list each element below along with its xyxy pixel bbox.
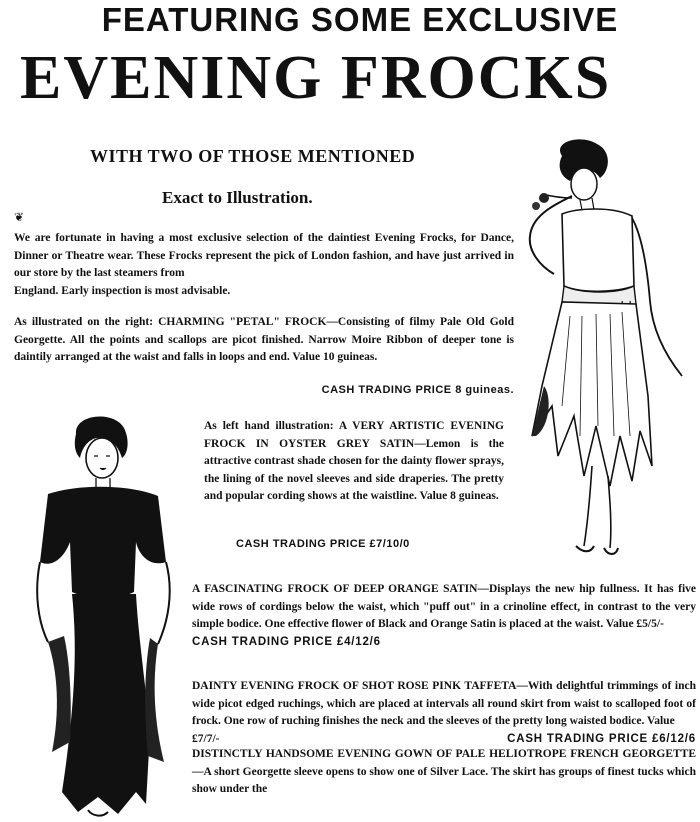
subheading-exact: Exact to Illustration. xyxy=(162,188,313,207)
ornament-icon: ❦ xyxy=(14,210,25,224)
satin-frock-illustration xyxy=(18,412,194,822)
item-orange-satin xyxy=(192,581,696,651)
intro-paragraph xyxy=(14,230,514,300)
intro-last-line: England. Early inspection is most advisable. xyxy=(14,284,231,297)
headline-top: FEATURING SOME EXCLUSIVE xyxy=(101,1,619,38)
left-illustration-description: As left hand illustration: A VERY ARTISTIC EVENING FROCK IN OYSTER GREY SATIN—Lemon is the attractive contrast shade chosen for the dainty flower sprays, the lining of the novel sleeves and side draperies. The pretty and popular cording shows at the waistline. Value 8 guineas. xyxy=(204,420,504,502)
item-heliotrope-georgette xyxy=(192,746,696,799)
item-rose-pink-taffeta xyxy=(192,678,696,748)
right-price: CASH TRADING PRICE 8 guineas. xyxy=(321,384,514,396)
petal-frock-illustration xyxy=(522,136,700,566)
item-rose-pink-price: CASH TRADING PRICE £6/12/6 xyxy=(507,732,696,745)
item-orange-satin-price: CASH TRADING PRICE £4/12/6 xyxy=(192,635,381,648)
intro-text: We are fortunate in having a most exclusive selection of the daintiest Evening Frocks, for Dance, Dinner or Theatre wear. These Frocks represent the pick of London fashion, and have just arrived in our store by the last steamers from xyxy=(14,232,514,279)
item-rose-pink-value: £7/7/- xyxy=(192,732,220,745)
item-heliotrope-text: DISTINCTLY HANDSOME EVENING GOWN OF PALE HELIOTROPE FRENCH GEORGETTE—A short Georgette sleeve opens to show one of Silver Lace. The skirt has groups of finest tucks which show under the xyxy=(192,748,696,795)
item-orange-satin-text: A FASCINATING FROCK OF DEEP ORANGE SATIN—Displays the new hip fullness. It has five wide rows of cordings below the waist, which "puff out" in a crinoline effect, in contrast to the very simple bodice. One effective flower of Black and Orange Satin is placed at the waist. Value £5/5/- xyxy=(192,583,696,630)
right-illustration-description: As illustrated on the right: CHARMING "PETAL" FROCK—Consisting of filmy Pale Old Gold Georgette. All the points and scallops are picot finished. Narrow Moire Ribbon of deeper tone is daintily arranged at the waist and falls in loops and end. Value 10 guineas. xyxy=(14,316,514,363)
headline-main: EVENING FROCKS xyxy=(20,44,612,112)
subheading: WITH TWO OF THOSE MENTIONED xyxy=(90,146,416,166)
item-rose-pink-text: DAINTY EVENING FROCK OF SHOT ROSE PINK TAFFETA—With delightful trimmings of inch wide picot edged ruchings, which are placed at intervals all round skirt from waist to scalloped foot of frock. One row of ruching finishes the neck and the sleeves of the pretty long waisted bodice. Value xyxy=(192,680,696,727)
left-price: CASH TRADING PRICE £7/10/0 xyxy=(236,538,410,550)
